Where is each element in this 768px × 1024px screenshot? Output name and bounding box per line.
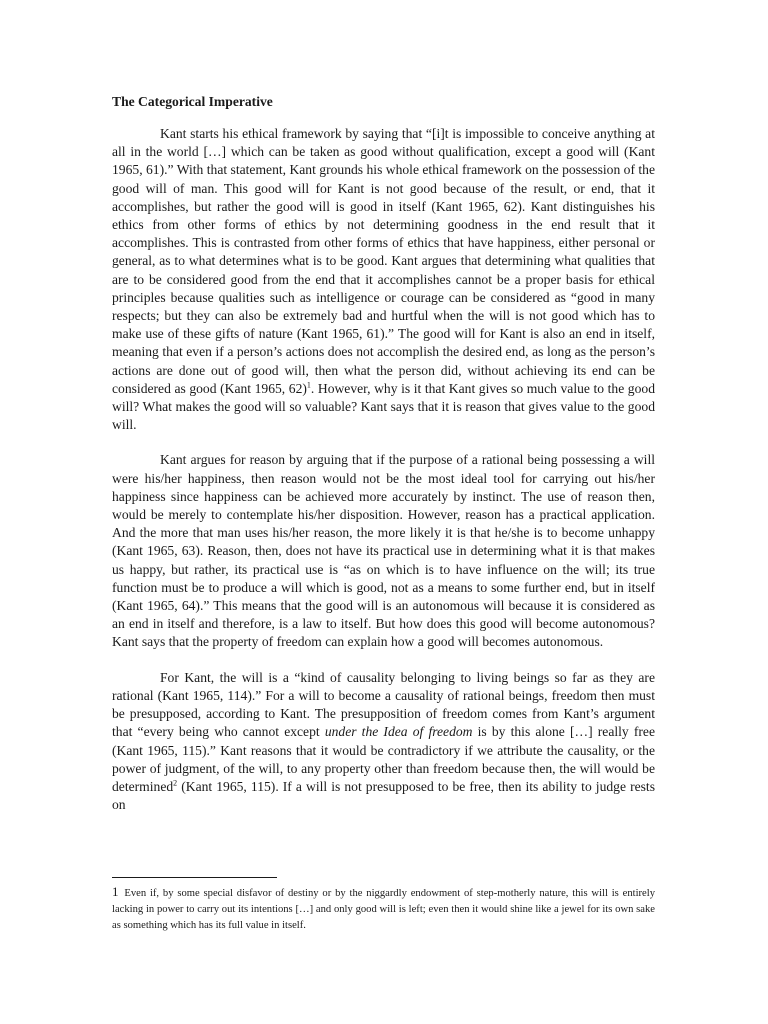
paragraph-text: For Kant, the will is a “kind of causality belonging to living beings so far as they are rational (Kant 1965, 114).” For a will to become a causality of rational beings, freedom then must be presupposed, according to Kant. The presupposition of freedom comes from Kant’s argument that “every being who cannot except — [112, 669, 655, 740]
paragraph-text: is by this alone […] really free (Kant 1965, 115).” Kant reasons that it would be contradictory if we attribute the causality, or the power of judgment, of the will, to any property other than freedom because then, the will would be determined — [112, 724, 655, 794]
footnote — [112, 884, 655, 935]
paragraph-text: . However, why is it that Kant gives so much value to the good will? What makes the good will so valuable? Kant says that it is reason that gives value to the good will. — [112, 380, 655, 433]
footnote-ref: 2 — [173, 778, 178, 788]
paragraph-text: (Kant 1965, 115). If a will is not presupposed to be free, then its ability to judge rests on — [112, 778, 655, 813]
footnote-ref: 1 — [306, 380, 311, 390]
footnote-separator — [112, 877, 277, 878]
footnote-text: Even if, by some special disfavor of destiny or by the niggardly endowment of step-motherly nature, this will is entirely lacking in power to carry out its intentions […] and only good will is left; even then it would shine like a jewel for its own sake as something which has its full value in itself. — [112, 888, 655, 932]
document-body — [112, 93, 655, 831]
paragraph-text: Kant argues for reason by arguing that if the purpose of a rational being possessing a will were his/her happiness, then reason would not be the most ideal tool for carrying out his/her happiness since happiness can be achieved more accurately by instinct. The use of reason then, would be merely to contemplate his/her disposition. However, reason has a practical application. And the more that man uses his/her reason, the more likely it is that he/she is to become unhappy (Kant 1965, 63). Reason, then, does not have its practical use in determining what it is that makes us happy, but rather, its practical use is “as on which is to have influence on the will; its true function must be to produce a will which is good, not as a means to some further end, but in itself (Kant 1965, 64).” This means that the good will is an autonomous will because it is considered as an end in itself and therefore, is a law to itself. But how does this good will become autonomous? Kant says that the property of freedom can explain how a good will becomes autonomous. — [112, 452, 655, 650]
paragraph — [112, 669, 655, 815]
paragraph-text: Kant starts his ethical framework by saying that “[i]t is impossible to conceive anything at all in the world […] which can be taken as good without qualification, except a good will (Kant 1965, 61).” With that statement, Kant grounds his whole ethical framework on the possession of the good will of man. This good will for Kant is not good because of the result, or end, that it accomplishes, but rather the good will is good in itself (Kant 1965, 62). Kant distinguishes his ethics from other forms of ethics by not determining goodness in the end result that it accomplishes. This is contrasted from other forms of ethics that have happiness, either personal or general, as to what determines what is to be good. Kant argues that determining what qualities that are to be considered good from the end that it accomplishes cannot be a proper basis for ethical principles because qualities such as intelligence or courage can be considered as “good in many respects; but they can also be extremely bad and hurtful when the will is not good which has to make use of these gifts of nature (Kant 1965, 61).” The good will for Kant is also an end in itself, meaning that even if a person’s actions does not accomplish the desired end, as long as the person’s actions are done out of good will, then what the person did, without achieving its end can be considered as good (Kant 1965, 62) — [112, 126, 655, 396]
paragraph — [112, 125, 655, 434]
emphasis-text: under the Idea of freedom — [324, 724, 473, 740]
footnote-mark: 1 — [112, 884, 119, 899]
section-title: The Categorical Imperative — [112, 94, 273, 109]
paragraph — [112, 451, 655, 651]
